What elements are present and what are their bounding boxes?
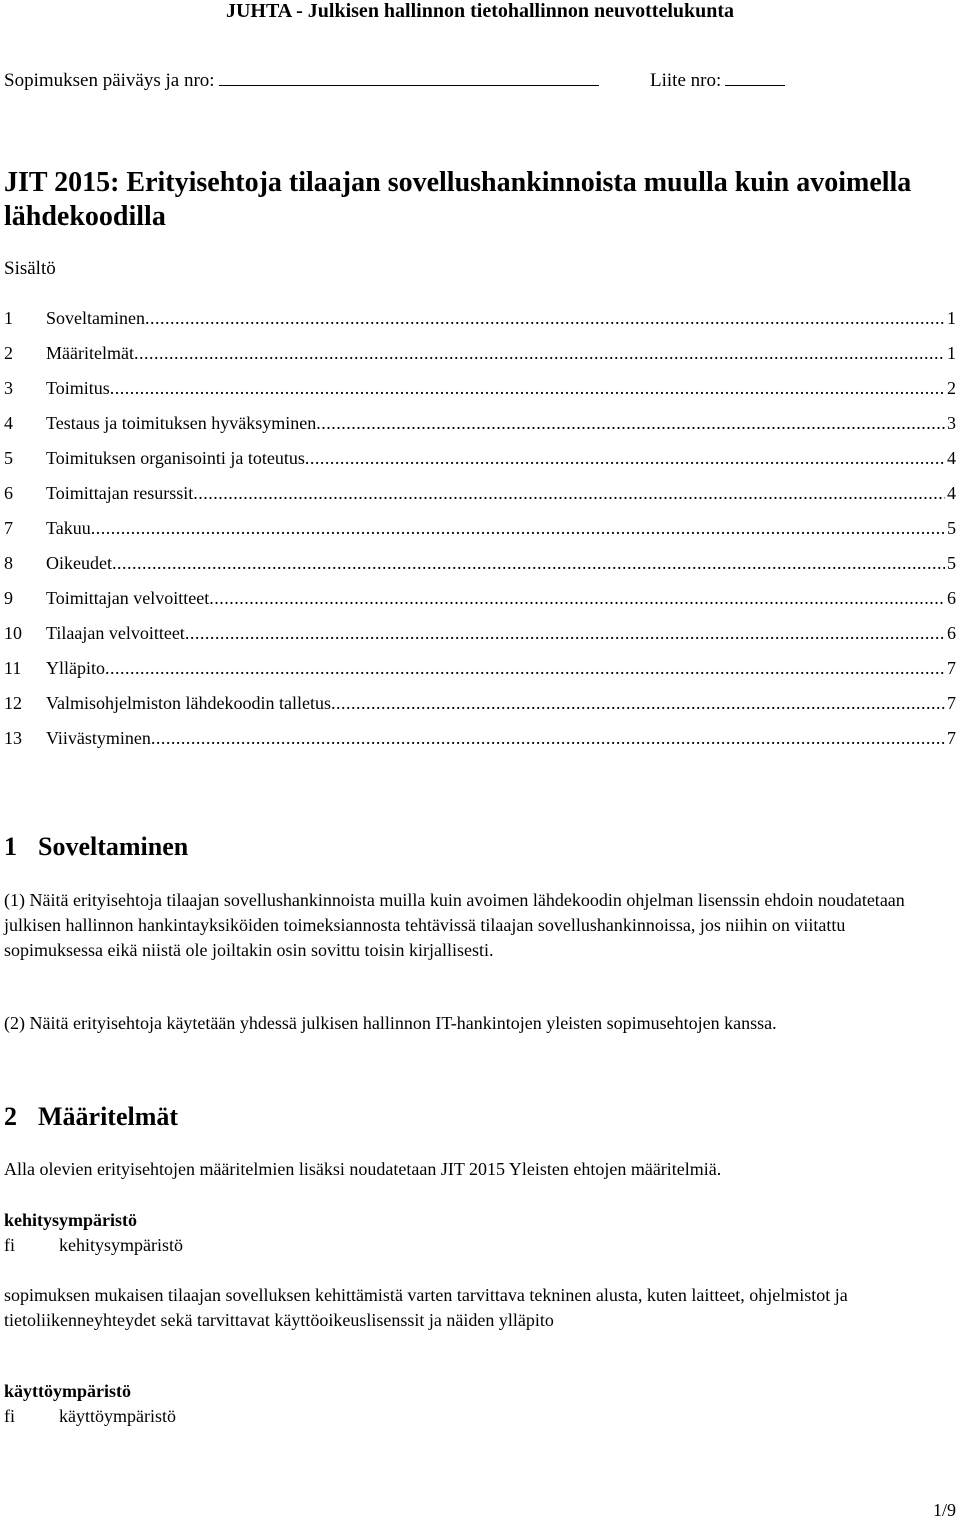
- toc-dot-leader: [305, 448, 945, 469]
- toc-item[interactable]: [4, 728, 956, 763]
- table-of-contents: [4, 308, 956, 763]
- toc-item-page: 7: [947, 658, 956, 678]
- section-2-title: Määritelmät: [38, 1102, 179, 1131]
- toc-item-page: 2: [947, 378, 956, 398]
- toc-dot-leader: [134, 343, 945, 364]
- toc-item-title: Viivästyminen: [46, 728, 151, 748]
- section-1-paragraph-2: (2) Näitä erityisehtoja käytetään yhdessä julkisen hallinnon IT-hankintojen yleisten sopimusehtojen kanssa.: [4, 1013, 777, 1033]
- toc-item-number: 5: [4, 448, 13, 468]
- toc-dot-leader: [209, 588, 945, 609]
- term-fi-label: fi: [4, 1406, 15, 1426]
- toc-item-page: 5: [947, 518, 956, 538]
- toc-item-title: Toimittajan velvoitteet: [46, 588, 210, 608]
- toc-item[interactable]: [4, 413, 956, 448]
- toc-item-number: 3: [4, 378, 13, 398]
- toc-dot-leader: [185, 623, 945, 644]
- toc-item-title: Takuu: [46, 518, 91, 538]
- toc-item-number: 1: [4, 308, 13, 328]
- toc-item[interactable]: [4, 693, 956, 728]
- toc-dot-leader: [110, 378, 945, 399]
- term-heading: kehitysympäristö: [4, 1210, 138, 1230]
- toc-item-page: 4: [947, 483, 956, 503]
- toc-item-number: 2: [4, 343, 13, 363]
- toc-item-title: Toimittajan resurssit: [46, 483, 194, 503]
- toc-item[interactable]: [4, 448, 956, 483]
- toc-item-number: 9: [4, 588, 13, 608]
- toc-item-number: 6: [4, 483, 13, 503]
- attachment-field: [650, 70, 785, 92]
- section-2-intro: Alla olevien erityisehtojen määritelmien lisäksi noudatetaan JIT 2015 Yleisten ehtojen määritelmiä.: [4, 1159, 722, 1179]
- toc-item[interactable]: [4, 588, 956, 623]
- document-title: JIT 2015: Erityisehtoja tilaajan sovellushankinnoista muulla kuin avoimella lähdekoodilla: [4, 167, 912, 232]
- toc-item-title: Ylläpito: [46, 658, 105, 678]
- header-title: JUHTA - Julkisen hallinnon tietohallinnon neuvottelukunta: [225, 0, 735, 22]
- toc-heading: Sisältö: [4, 258, 56, 279]
- term-fi-label: fi: [4, 1235, 15, 1255]
- term-fi-value: käyttöympäristö: [59, 1406, 176, 1426]
- term-definition: sopimuksen mukaisen tilaajan sovelluksen kehittämistä varten tarvittava tekninen alusta, kuten laitteet, ohjelmistot ja tietoliikenneyhteydet sekä tarvittavat käyttöoikeuslisenssit ja näiden ylläpito: [4, 1285, 848, 1330]
- toc-dot-leader: [151, 728, 945, 749]
- toc-item-number: 7: [4, 518, 13, 538]
- toc-item-title: Toimituksen organisointi ja toteutus: [46, 448, 305, 468]
- toc-item[interactable]: [4, 658, 956, 693]
- toc-dot-leader: [112, 553, 945, 574]
- toc-item-page: 6: [947, 588, 956, 608]
- toc-item-page: 6: [947, 623, 956, 643]
- toc-item-number: 4: [4, 413, 13, 433]
- section-1-title: Soveltaminen: [38, 832, 189, 861]
- term-heading: käyttöympäristö: [4, 1381, 131, 1401]
- toc-item[interactable]: [4, 553, 956, 588]
- contract-date-label: Sopimuksen päiväys ja nro:: [4, 70, 215, 91]
- toc-item-title: Valmisohjelmiston lähdekoodin talletus: [46, 693, 331, 713]
- section-2-number: 2: [4, 1102, 17, 1131]
- toc-item[interactable]: [4, 378, 956, 413]
- toc-item[interactable]: [4, 483, 956, 518]
- toc-item-number: 12: [4, 693, 22, 713]
- toc-item[interactable]: [4, 308, 956, 343]
- section-1-number: 1: [4, 832, 17, 861]
- attachment-label: Liite nro:: [650, 70, 722, 91]
- toc-item-page: 4: [947, 448, 956, 468]
- term-fi-line: [4, 1235, 183, 1256]
- toc-dot-leader: [91, 518, 945, 539]
- section-2-heading: [4, 1102, 178, 1132]
- toc-item-page: 7: [947, 693, 956, 713]
- term-fi-line: [4, 1406, 176, 1427]
- toc-item[interactable]: [4, 343, 956, 378]
- toc-item-page: 7: [947, 728, 956, 748]
- contract-date-line: [219, 84, 599, 86]
- toc-item-number: 10: [4, 623, 22, 643]
- page-number: 1/9: [932, 1500, 956, 1520]
- toc-item-title: Määritelmät: [46, 343, 134, 363]
- toc-item-page: 1: [947, 308, 956, 328]
- toc-item-title: Toimitus: [46, 378, 110, 398]
- toc-item-title: Testaus ja toimituksen hyväksyminen: [46, 413, 317, 433]
- toc-item[interactable]: [4, 623, 956, 658]
- section-1-paragraph-1: (1) Näitä erityisehtoja tilaajan sovellushankinnoista muilla kuin avoimen lähdekoodin ohjelman lisenssin ehdoin noudatetaan julkisen hallinnon hankintayksiköiden toimeksiannosta tehtävissä tilaajan sovellushankinnoissa, jos niihin on viitattu sopimuksessa eikä niistä ole joiltakin osin sovittu toisin kirjallisesti.: [4, 890, 905, 960]
- toc-item-number: 8: [4, 553, 13, 573]
- toc-dot-leader: [105, 658, 945, 679]
- toc-dot-leader: [331, 693, 945, 714]
- toc-item-page: 3: [947, 413, 956, 433]
- section-1-heading: [4, 832, 188, 862]
- toc-item-page: 1: [947, 343, 956, 363]
- toc-item-page: 5: [947, 553, 956, 573]
- contract-date-field: [4, 70, 599, 92]
- toc-item-title: Tilaajan velvoitteet: [46, 623, 185, 643]
- toc-dot-leader: [145, 308, 945, 329]
- toc-item-title: Soveltaminen: [46, 308, 145, 328]
- toc-dot-leader: [193, 483, 945, 504]
- term-fi-value: kehitysympäristö: [59, 1235, 183, 1255]
- toc-item-number: 13: [4, 728, 22, 748]
- toc-item[interactable]: [4, 518, 956, 553]
- toc-item-number: 11: [4, 658, 22, 678]
- attachment-line: [725, 84, 785, 86]
- toc-item-title: Oikeudet: [46, 553, 112, 573]
- toc-dot-leader: [316, 413, 945, 434]
